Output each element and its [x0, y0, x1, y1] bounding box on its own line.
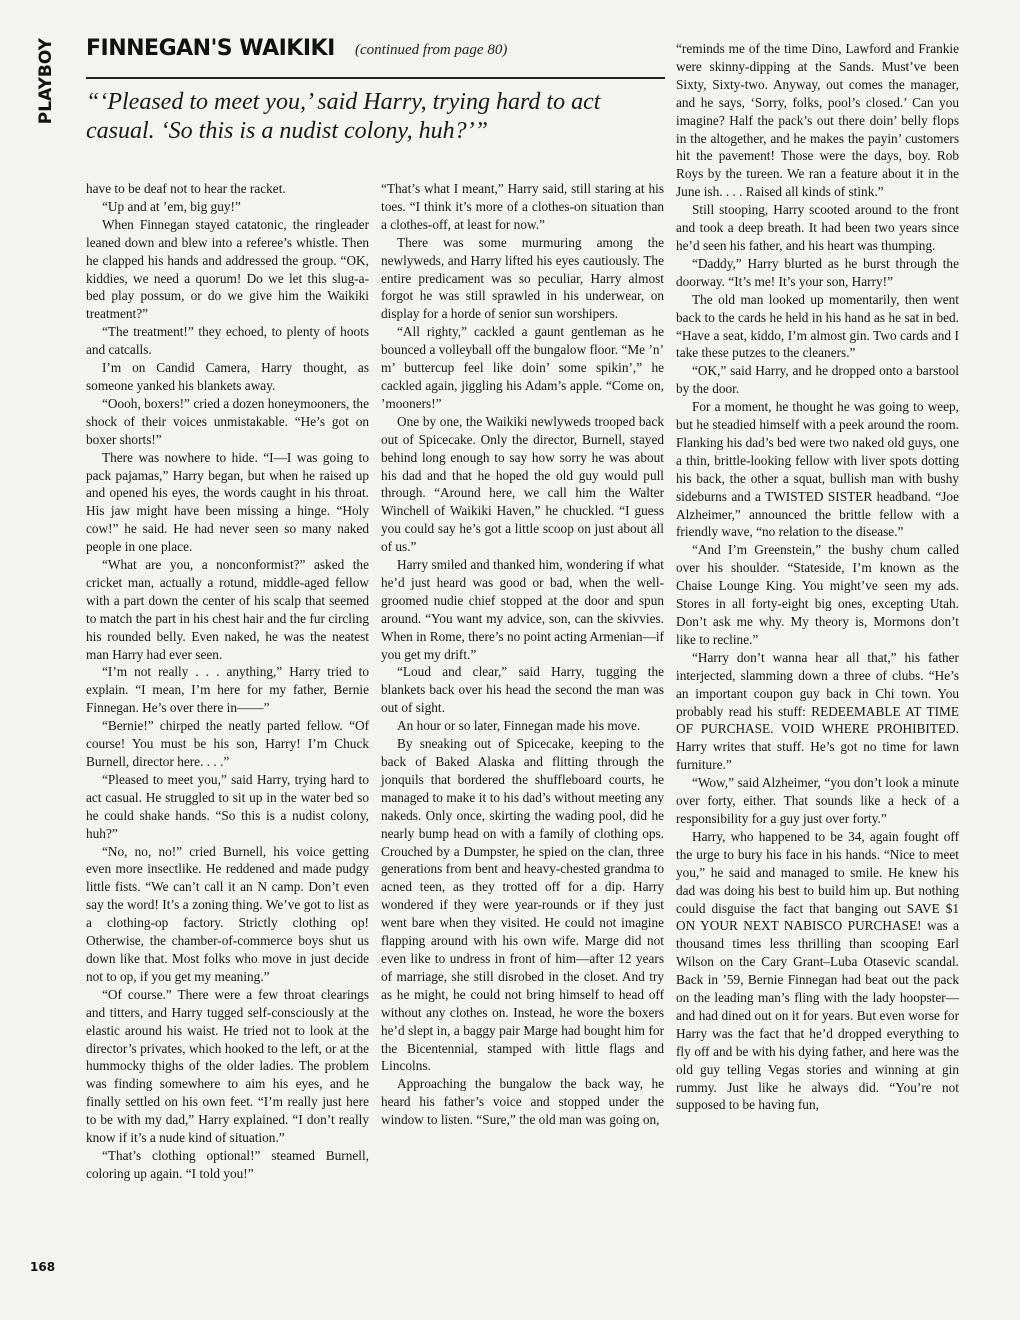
paragraph: “And I’m Greenstein,” the bushy chum called over his shoulder. “Stateside, I’m known as the Chaise Lounge King. You might’ve seen my ads. Stores in all forty-eight big ones, excepting Utah. Don’t ask me why. My theory is, Mormons don’t like to recline.”	[676, 542, 959, 647]
paragraph: “That’s what I meant,” Harry said, still staring at his toes. “I think it’s more of a clothes-on situation than a clothes-off, at least for now.”	[381, 181, 664, 232]
article-title: FINNEGAN'S WAIKIKI	[86, 36, 335, 61]
paragraph: “Oooh, boxers!” cried a dozen honeymooners, the shock of their voices unmistakable. “He’s got on boxer shorts!”	[86, 395, 369, 447]
paragraph: “OK,” said Harry, and he dropped onto a barstool by the door.	[676, 363, 959, 397]
page-number: 168	[30, 1260, 56, 1274]
paragraph: “The treatment!” they echoed, to plenty of hoots and catcalls.	[86, 324, 369, 358]
paragraph: I’m on Candid Camera, Harry thought, as someone yanked his blankets away.	[86, 360, 369, 393]
paragraph: There was nowhere to hide. “I—I was going to pack pajamas,” Harry began, but when he raised up and opened his eyes, the words caught in his throat. His jaw might have been missing a hinge. “Holy cow!” he said. He had never seen so many naked people in one place.	[86, 449, 369, 555]
paragraph: “No, no, no!” cried Burnell, his voice getting even more insectlike. He reddened and made pudgy little fists. “We can’t call it an N camp. Don’t even say the word! It’s a zoning thing. We’ve got to list as a clothing-op factory. Strictly clothing op! Otherwise, the chamber-of-commerce boys shut us down like that. Most folks who move in just decide not to op, if you get my meaning.”	[86, 843, 369, 984]
pull-quote: “‘Pleased to meet you,’ said Harry, trying hard to act casual. ‘So this is a nudist colony, huh?’”	[86, 89, 601, 144]
paragraph: One by one, the Waikiki newlyweds trooped back out of Spicecake. Only the director, Burnell, stayed behind long enough to say how sorry he was about his dad and that he hoped the old guy would pull through. “Around here, we call him the Walter Winchell of Waikiki Haven,” he chuckled. “I guess you could say he’s got a little scoop on just about all of us.”	[381, 413, 664, 555]
paragraph: “What are you, a nonconformist?” asked the cricket man, actually a rotund, middle-aged fellow with a part down the center of his scalp that seemed to match the part in his chest hair and the fur circling his rounded belly. Even naked, he was the neatest man Harry had ever seen.	[86, 557, 369, 662]
paragraph: The old man looked up momentarily, then went back to the cards he held in his hand as he sat in bed. “Have a seat, kiddo, I’m almost gin. Two cards and I take these putzes to the cleaners.”	[676, 291, 959, 361]
paragraph: “All righty,” cackled a gaunt gentleman as he bounced a volleyball off the bungalow floor. “Me ’n’ m’ buttercup feel like doin’ some spikin’,” he cackled again, jiggling his Adam’s apple. “Come on, ’mooners!”	[381, 324, 664, 411]
paragraph: By sneaking out of Spicecake, keeping to the back of Baked Alaska and flitting through the jonquils that bordered the shuffleboard courts, he managed to make it to his dad’s without meeting any nakeds. Only once, skirting the wading pool, did he nearly bump head on with a family of clothing ops. Crouched by a Dumpster, he spied on the clan, three generations from bent and heavy-chested grandma to acned teen, as they trotted off for a dip. Harry wondered if they were year-rounds or if they just went bare when they visited. He could not imagine flapping around with his own wife. Marge did not even like to undress in front of him—after 12 years of marriage, she still disrobed in the closet. And try as he might, he could not bring himself to head off without any clothes on. Instead, he wore the boxers he’d slept in, a baggy pair Marge had bought him for the Bicentennial, stamped with little flags and Lincolns.	[381, 736, 664, 1074]
paragraph: “Wow,” said Alzheimer, “you don’t look a minute over forty, either. That sounds like a heck of a responsibility for a guy just over forty.”	[676, 775, 959, 826]
paragraph: Still stooping, Harry scooted around to the front and took a deep breath. It had been two years since he’d seen his father, and his heart was thumping.	[676, 202, 959, 253]
continued-note: (continued from page 80)	[355, 42, 508, 58]
text-column-3	[676, 40, 959, 1114]
paragraph: Approaching the bungalow the back way, he heard his father’s voice and stopped under the window to listen. “Sure,” the old man was going on,	[381, 1076, 664, 1128]
paragraph: “reminds me of the time Dino, Lawford and Frankie were skinny-dipping at the Sands. Must’ve been Sixty, Sixty-two. Anyway, out comes the manager, and he says, ‘Sorry, folks, pool’s closed.’ Can you imagine? Half the pack’s out there doin’ belly flops in the altogether, and he makes the payin’ customers hit the pavement! Those were the days, boy. Rob Roys by the tureen. We ran a feature about it in the June ish. . . . Raised all kinds of stink.”	[676, 41, 959, 200]
paragraph: have to be deaf not to hear the racket.	[86, 181, 286, 196]
header-rule	[86, 77, 665, 79]
paragraph: “Up and at ’em, big guy!”	[102, 198, 241, 214]
paragraph: “Harry don’t wanna hear all that,” his father interjected, slamming down a three of clubs. “He’s an important coupon guy back in Chi town. You probably read his stuff: REDEEMABLE AT TIME OF PURCHASE. VOID WHERE PROHIBITED. Harry writes that stuff. He’s got no time for lawn furniture.”	[676, 649, 959, 773]
magazine-logo: PLAYBOY	[36, 38, 56, 125]
paragraph: “Loud and clear,” said Harry, tugging the blankets back over his head the second the man was out of sight.	[381, 664, 664, 716]
paragraph: For a moment, he thought he was going to weep, but he steadied himself with a peek around the room. Flanking his dad’s bed were two naked old guys, one a thin, brittle-looking fellow with liver spots dotting his back, the other a squat, bullish man with bushy sideburns and a TWISTED SISTER headband. “Joe Alzheimer,” announced the brittle fellow with a friendly wave, “no relation to the disease.”	[676, 399, 959, 540]
paragraph: An hour or so later, Finnegan made his move.	[397, 718, 641, 734]
paragraph: “Bernie!” chirped the neatly parted fellow. “Of course! You must be his son, Harry! I’m Chuck Burnell, director here. . . .”	[86, 718, 369, 769]
paragraph: Harry smiled and thanked him, wondering if what he’d just heard was good or bad, when the well-groomed nudie chief stopped at the door and spun around. “You want my advice, son, can the skivvies. When in Rome, there’s no point acting Armenian—if you get my drift.”	[381, 557, 664, 662]
paragraph: Harry, who happened to be 34, again fought off the urge to bury his face in his hands. “Nice to meet you,” he said and managed to smile. He knew his dad was doing his best to build him up. But nothing could disguise the fact that banging out SAVE $1 ON YOUR NEXT NABISCO PURCHASE! was a thousand times less thrilling than scooping Earl Wilson on the Cary Grant–Luba Otasevic scandal. Back in ’59, Bernie Finnegan had beat out the pack on the leading man’s fling with the lady hoopster—and had dined out on it for years. But even worse for Harry was the fact that he’d dropped everything to fly off and be with his dying father, and here was the old guy telling Vegas stories and winning at gin rummy. Just like he always did. “You’re not supposed to be having fun,	[676, 828, 959, 1113]
text-column-1	[86, 180, 369, 1183]
paragraph: “Pleased to meet you,” said Harry, trying hard to act casual. He struggled to sit up in the water bed so he could shake hands. “So this is a nudist colony, huh?”	[86, 771, 369, 841]
paragraph: When Finnegan stayed catatonic, the ringleader leaned down and blew into a referee’s whistle. Then he clapped his hands and addressed the group. “OK, kiddies, we need a quorum! Do we let this slug-a-bed play possum, or do we give him the Waikiki treatment?”	[86, 216, 369, 322]
paragraph: “I’m not really . . . anything,” Harry tried to explain. “I mean, I’m here for my father, Bernie Finnegan. He’s over there in——”	[86, 664, 369, 716]
paragraph: “Of course.” There were a few throat clearings and titters, and Harry tugged self-consciously at the elastic around his waist. He tried not to look at the director’s privates, which hooked to the left, or at the hummocky thighs of the older ladies. The problem was finding somewhere to aim his eyes, and he finally settled on his own feet. “I’m really just here to be with my dad,” Harry explained. “I don’t really know if it’s a nude kind of situation.”	[86, 986, 369, 1146]
text-column-2	[381, 180, 664, 1129]
paragraph: “That’s clothing optional!” steamed Burnell, coloring up again. “I told you!”	[86, 1147, 369, 1181]
paragraph: “Daddy,” Harry blurted as he burst through the doorway. “It’s me! It’s your son, Harry!”	[676, 255, 959, 289]
paragraph: There was some murmuring among the newlyweds, and Harry lifted his eyes cautiously. The entire predicament was so peculiar, Harry almost forgot he was still sprawled in his underwear, on display for a horde of senior sun worshipers.	[381, 234, 664, 322]
